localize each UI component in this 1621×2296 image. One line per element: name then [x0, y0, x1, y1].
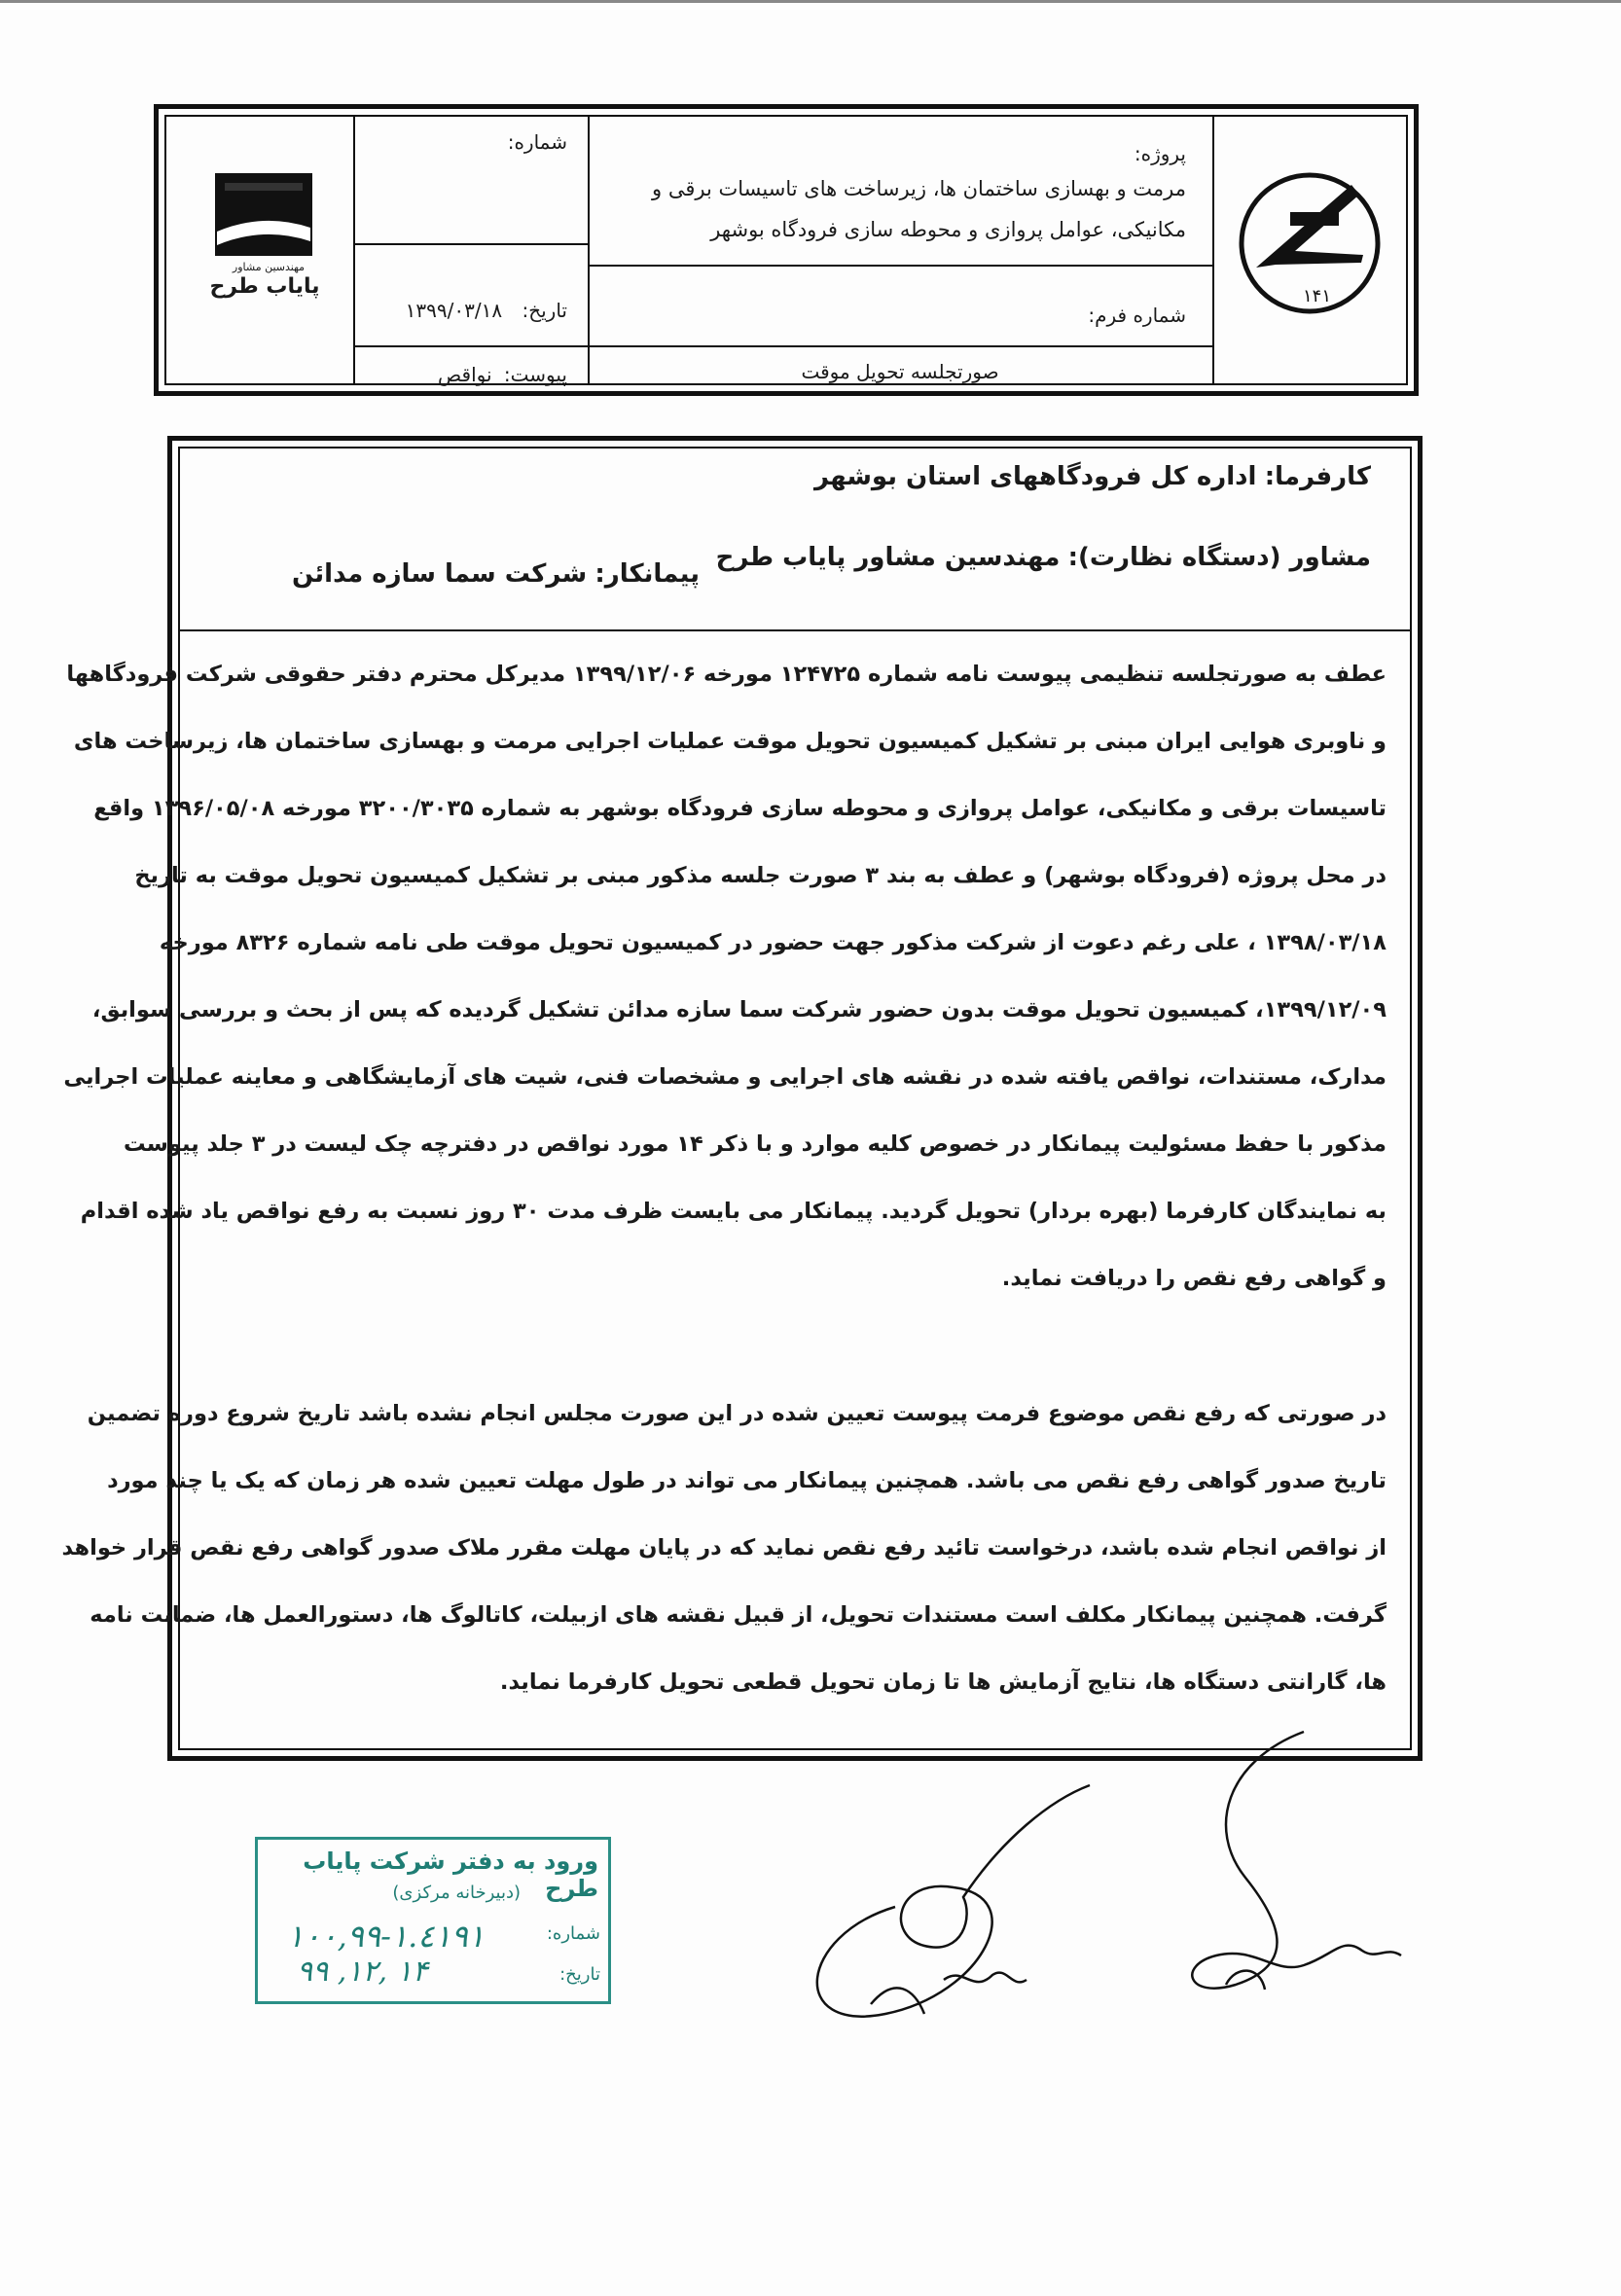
attachment-label: پیوست: — [503, 363, 567, 386]
stamp-date-label: تاریخ: — [559, 1964, 600, 1985]
body-line: ها، گارانتی دستگاه ها، نتایج آزمایش ها تا زمان تحویل قطعی تحویل کارفرما نماید. — [499, 1669, 1387, 1695]
date-label: تاریخ: — [522, 299, 567, 322]
header-divider — [588, 265, 1212, 267]
body-line: گرفت. همچنین پیمانکار مکلف است مستندات تحویل، از قبیل نقشه های ازبیلت، کاتالوگ ها، دستورالعمل ها، ضمانت نامه — [90, 1602, 1387, 1628]
employer-logo — [1237, 165, 1392, 331]
body-line: ۱۳۹۸/۰۳/۱۸ ، علی رغم دعوت از شرکت مذکور جهت حضور در کمیسیون تحویل موقت طی نامه شماره ۸۳۲۶ مورخه — [159, 930, 1387, 955]
consultant-logo-text: پایاب طرح — [209, 274, 320, 299]
body-paragraph-1 — [63, 641, 1387, 1312]
consultant-row — [716, 543, 1371, 572]
consultant-label: مشاور (دستگاه نظارت): — [1067, 543, 1371, 572]
employer-value: اداره کل فرودگاههای استان بوشهر — [814, 462, 1257, 491]
body-line: در محل پروژه (فرودگاه بوشهر) و عطف به بند ۳ صورت جلسه مذکور مبنی بر تشکیل کمیسیون تحویل موقت به تاریخ — [134, 863, 1387, 888]
body-inner — [61, 447, 1412, 1750]
header-table — [164, 115, 1408, 385]
attachment-value: نواقص — [438, 363, 492, 386]
project-line2: مکانیکی، عوامل پروازی و محوطه سازی فرودگاه بوشهر — [710, 218, 1186, 241]
signature-right — [1168, 1722, 1421, 2014]
body-line: تاسیسات برقی و مکانیکی، عوامل پروازی و محوطه سازی فرودگاه بوشهر به شماره ۳۲۰۰/۳۰۳۵ مورخه ۱۳۹۶/۰۵/۰۸ واقع — [93, 796, 1387, 821]
form-number-label: شماره فرم: — [1088, 304, 1186, 327]
body-line: مذکور با حفظ مسئولیت پیمانکار در خصوص کلیه موارد و با ذکر ۱۴ مورد نواقص در دفترچه چک لیست در ۳ جلد پیوست — [123, 1131, 1387, 1157]
contractor-label: پیمانکار: — [594, 559, 700, 589]
header-divider — [1212, 117, 1214, 383]
header-divider — [588, 117, 590, 383]
date-value: ۱۳۹۹/۰۳/۱۸ — [405, 299, 503, 322]
date-row — [353, 299, 567, 322]
consultant-logo-icon — [196, 163, 332, 270]
airport-logo-icon — [1237, 165, 1383, 321]
attachment-row — [353, 363, 567, 386]
header-divider — [353, 345, 1212, 347]
header-divider — [353, 117, 355, 383]
form-title: صورتجلسه تحویل موقت — [801, 360, 999, 383]
employer-label: کارفرما: — [1264, 462, 1371, 491]
stamp-title: ورود به دفتر شرکت پایاب طرح — [303, 1848, 598, 1902]
stamp-number-label: شماره: — [546, 1923, 600, 1944]
receipt-stamp — [255, 1837, 611, 2004]
stamp-date-value: ۹۹ ,۱۲, ۱۴ — [297, 1955, 428, 1989]
signature-middle — [778, 1780, 1099, 2033]
stamp-number-value: ۱۰۰,۹۹-۱.٤۱۹۱ — [287, 1918, 486, 1955]
body-line: در صورتی که رفع نقص موضوع فرمت پیوست تعیین شده در این صورت مجلس انجام نشده باشد تاریخ شروع دوره تضمین — [87, 1401, 1387, 1426]
contractor-row — [292, 559, 700, 589]
project-line1: مرمت و بهسازی ساختمان ها، زیرساخت های تاسیسات برقی و — [652, 177, 1186, 200]
header-divider — [353, 243, 588, 245]
header-frame — [154, 104, 1419, 396]
number-label: شماره: — [507, 130, 567, 154]
body-line: تاریخ صدور گواهی رفع نقص می باشد. همچنین پیمانکار می تواند در طول مهلت تعیین شده هر زمان که یک یا چند مورد — [107, 1468, 1387, 1493]
body-line: عطف به صورتجلسه تنظیمی پیوست نامه شماره ۱۲۴۷۲۵ مورخه ۱۳۹۹/۱۲/۰۶ مدیرکل محترم دفتر حقوقی شرکت فرودگاهها — [66, 662, 1387, 687]
body-frame — [61, 436, 1423, 1761]
body-line: به نمایندگان کارفرما (بهره بردار) تحویل گردید. پیمانکار می بایست ظرف مدت ۳۰ روز نسبت به رفع نواقص یاد شده اقدام — [80, 1199, 1387, 1224]
project-label: پروژه: — [1134, 142, 1186, 165]
body-line: مدارک، مستندات، نواقص یافته شده در نقشه های اجرایی و مشخصات فنی، شیت های آزمایشگاهی و معاینه عملیات اجرایی — [63, 1064, 1387, 1090]
consultant-logo-subtext: مهندسین مشاور — [232, 261, 306, 273]
body-line: ۱۳۹۹/۱۲/۰۹، کمیسیون تحویل موقت بدون حضور شرکت سما سازه مدائن تشکیل گردیده که پس از بحث و بررسی سوابق، — [91, 997, 1387, 1022]
employer-row — [814, 462, 1371, 491]
consultant-value: مهندسین مشاور پایاب طرح — [715, 543, 1061, 572]
svg-text:۱۴۱: ۱۴۱ — [1303, 286, 1332, 306]
scan-top-edge — [0, 0, 1621, 3]
body-paragraph-2 — [61, 1381, 1387, 1716]
body-line: و ناوبری هوایی ایران مبنی بر تشکیل کمیسیون تحویل موقت عملیات اجرایی مرمت و بهسازی ساختمان ها، زیرساخت های — [73, 729, 1387, 754]
body-line: از نواقص انجام شده باشد، درخواست تائید رفع نقص نماید که در پایان مهلت مقرر ملاک صدور گواهی رفع نقص قرار خواهد — [61, 1535, 1387, 1561]
stamp-subtitle: (دبیرخانه مرکزی) — [392, 1883, 521, 1903]
consultant-logo — [196, 163, 332, 309]
parties-divider — [180, 629, 1410, 631]
body-line: و گواهی رفع نقص را دریافت نماید. — [1001, 1266, 1387, 1291]
contractor-value: شرکت سما سازه مدائن — [292, 559, 588, 589]
